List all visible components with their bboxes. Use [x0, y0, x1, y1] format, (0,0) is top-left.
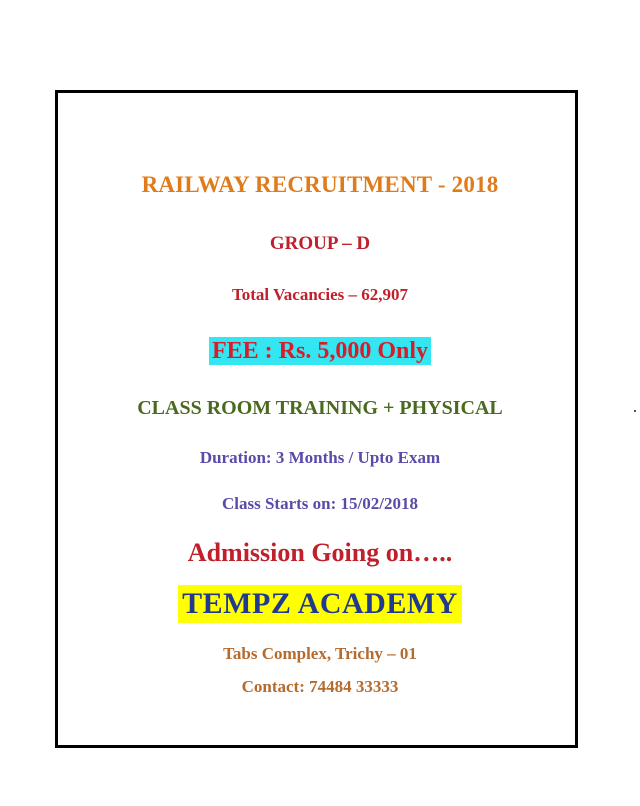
- fee-text: FEE : Rs. 5,000 Only: [209, 337, 431, 365]
- contact-line: [0, 677, 640, 697]
- admission-line: [0, 538, 640, 568]
- academy-name-text: TEMPZ ACADEMY: [178, 585, 462, 623]
- class-starts-text: Class Starts on: 15/02/2018: [222, 494, 418, 513]
- academy-name: [0, 585, 640, 623]
- poster-title: [0, 172, 640, 198]
- class-starts-line: [0, 494, 640, 514]
- stray-dot: [634, 410, 636, 412]
- duration-line: [0, 448, 640, 468]
- total-vacancies: [0, 285, 640, 305]
- address-line: [0, 644, 640, 664]
- fee-line: [0, 337, 640, 365]
- training-text: CLASS ROOM TRAINING + PHYSICAL: [137, 397, 503, 419]
- training-line: [0, 397, 640, 420]
- total-vacancies-text: Total Vacancies – 62,907: [231, 285, 408, 304]
- group-heading-text: GROUP – D: [269, 233, 371, 254]
- poster-title-text: RAILWAY RECRUITMENT - 2018: [141, 172, 499, 197]
- admission-text: Admission Going on…..: [187, 538, 453, 567]
- group-heading: [0, 233, 640, 255]
- duration-text: Duration: 3 Months / Upto Exam: [199, 448, 441, 467]
- address-text: Tabs Complex, Trichy – 01: [223, 644, 417, 663]
- contact-text: Contact: 74484 33333: [241, 677, 399, 696]
